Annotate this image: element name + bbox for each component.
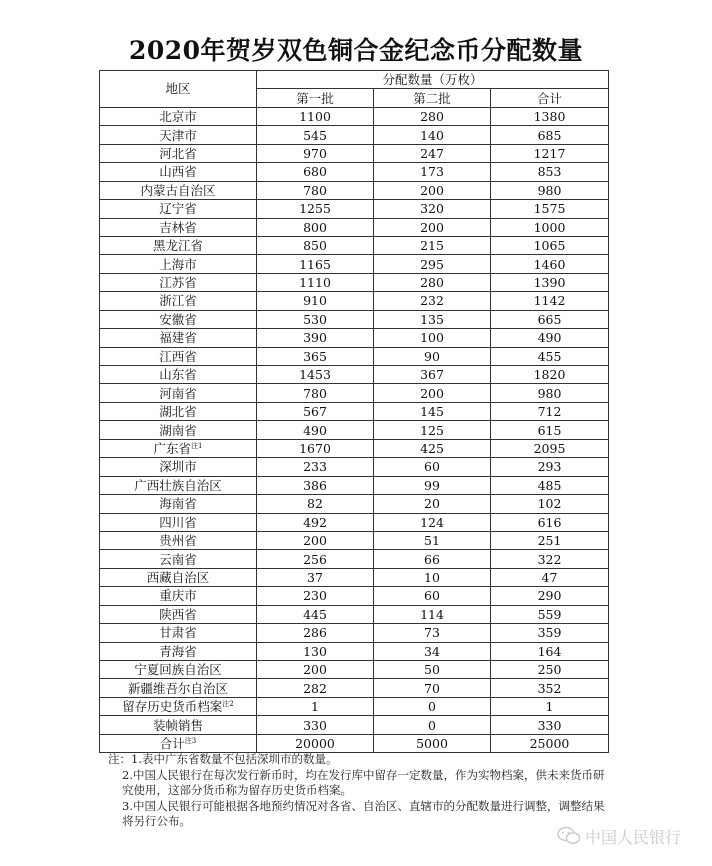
region-name: 四川省 bbox=[159, 514, 197, 530]
region-name: 陕西省 bbox=[159, 606, 197, 622]
total-cell: 665 bbox=[491, 310, 609, 328]
table-row bbox=[100, 163, 609, 181]
total-cell: 250 bbox=[491, 661, 609, 679]
batch2-cell: 0 bbox=[374, 697, 491, 715]
region-name: 装帧销售 bbox=[152, 717, 203, 733]
total-cell: 25000 bbox=[491, 734, 609, 752]
header-allocation: 分配数量（万枚） bbox=[257, 71, 609, 89]
wechat-icon bbox=[557, 826, 581, 846]
region-name: 河南省 bbox=[159, 385, 197, 401]
total-cell: 164 bbox=[491, 642, 609, 660]
table-row bbox=[100, 310, 609, 328]
total-cell: 1820 bbox=[491, 366, 609, 384]
region-name: 山东省 bbox=[159, 367, 197, 383]
batch2-cell: 20 bbox=[374, 495, 491, 513]
batch1-cell: 567 bbox=[257, 402, 374, 420]
region-cell bbox=[100, 200, 257, 218]
batch2-cell: 200 bbox=[374, 384, 491, 402]
region-cell bbox=[100, 550, 257, 568]
header-region: 地区 bbox=[100, 71, 257, 108]
footnote-3: 3.中国人民银行可能根据各地预约情况对各省、自治区、直辖市的分配数量进行调整，调整结果将另行公布。 bbox=[122, 798, 605, 828]
region-cell bbox=[100, 642, 257, 660]
allocation-table bbox=[99, 70, 609, 753]
region-cell bbox=[100, 587, 257, 605]
total-cell: 1217 bbox=[491, 144, 609, 162]
table-row bbox=[100, 568, 609, 586]
table-row bbox=[100, 144, 609, 162]
batch1-cell: 390 bbox=[257, 329, 374, 347]
batch2-cell: 280 bbox=[374, 273, 491, 291]
region-cell bbox=[100, 568, 257, 586]
footnote-marker: 注2 bbox=[222, 699, 234, 708]
table-row bbox=[100, 476, 609, 494]
region-cell bbox=[100, 605, 257, 623]
region-cell bbox=[100, 476, 257, 494]
region-name: 河北省 bbox=[159, 145, 197, 161]
table-row bbox=[100, 716, 609, 734]
region-cell bbox=[100, 366, 257, 384]
batch2-cell: 51 bbox=[374, 531, 491, 549]
region-cell bbox=[100, 273, 257, 291]
table-row bbox=[100, 329, 609, 347]
footnote-1: 注：1.表中广东省数量不包括深圳市的数量。 bbox=[108, 752, 338, 766]
table-row bbox=[100, 347, 609, 365]
header-total: 合计 bbox=[491, 89, 609, 107]
batch2-cell: 135 bbox=[374, 310, 491, 328]
total-cell: 615 bbox=[491, 421, 609, 439]
table-row bbox=[100, 292, 609, 310]
region-name: 合计 bbox=[159, 735, 185, 751]
batch2-cell: 320 bbox=[374, 200, 491, 218]
region-name: 甘肃省 bbox=[159, 625, 197, 641]
batch1-cell: 445 bbox=[257, 605, 374, 623]
total-cell: 853 bbox=[491, 163, 609, 181]
table-row bbox=[100, 458, 609, 476]
region-name: 湖南省 bbox=[159, 422, 197, 438]
table-row bbox=[100, 384, 609, 402]
batch1-cell: 1100 bbox=[257, 107, 374, 125]
region-cell bbox=[100, 624, 257, 642]
total-cell: 559 bbox=[491, 605, 609, 623]
total-cell: 980 bbox=[491, 384, 609, 402]
batch2-cell: 425 bbox=[374, 439, 491, 457]
header-batch1: 第一批 bbox=[257, 89, 374, 107]
batch1-cell: 256 bbox=[257, 550, 374, 568]
watermark-text: 中国人民银行 bbox=[585, 827, 682, 847]
region-name: 青海省 bbox=[159, 643, 197, 659]
total-cell: 1390 bbox=[491, 273, 609, 291]
region-name: 西藏自治区 bbox=[146, 570, 210, 586]
batch2-cell: 100 bbox=[374, 329, 491, 347]
batch2-cell: 66 bbox=[374, 550, 491, 568]
batch1-cell: 37 bbox=[257, 568, 374, 586]
batch2-cell: 0 bbox=[374, 716, 491, 734]
batch1-cell: 365 bbox=[257, 347, 374, 365]
region-name: 留存历史货币档案 bbox=[122, 699, 223, 715]
table-row bbox=[100, 218, 609, 236]
region-name: 安徽省 bbox=[159, 311, 197, 327]
batch1-cell: 1670 bbox=[257, 439, 374, 457]
table-row bbox=[100, 642, 609, 660]
batch2-cell: 10 bbox=[374, 568, 491, 586]
region-cell bbox=[100, 458, 257, 476]
table-row bbox=[100, 273, 609, 291]
batch1-cell: 545 bbox=[257, 126, 374, 144]
batch1-cell: 1 bbox=[257, 697, 374, 715]
batch1-cell: 780 bbox=[257, 384, 374, 402]
total-cell: 352 bbox=[491, 679, 609, 697]
watermark bbox=[557, 825, 681, 847]
total-cell: 293 bbox=[491, 458, 609, 476]
total-cell: 102 bbox=[491, 495, 609, 513]
region-cell bbox=[100, 734, 257, 752]
batch1-cell: 910 bbox=[257, 292, 374, 310]
total-cell: 322 bbox=[491, 550, 609, 568]
region-cell bbox=[100, 236, 257, 254]
region-name: 重庆市 bbox=[159, 588, 197, 604]
footnote-2: 2.中国人民银行在每次发行新币时，均在发行库中留存一定数量，作为实物档案，供未来货币研究使用，这部分货币称为留存历史货币档案。 bbox=[122, 767, 605, 797]
table-row bbox=[100, 679, 609, 697]
region-name: 福建省 bbox=[159, 330, 197, 346]
page-title: 2020年贺岁双色铜合金纪念币分配数量 bbox=[128, 36, 584, 65]
batch2-cell: 200 bbox=[374, 218, 491, 236]
table-row bbox=[100, 255, 609, 273]
region-cell bbox=[100, 439, 257, 457]
total-cell: 1142 bbox=[491, 292, 609, 310]
region-cell bbox=[100, 218, 257, 236]
batch1-cell: 1110 bbox=[257, 273, 374, 291]
region-name: 天津市 bbox=[159, 127, 197, 143]
total-cell: 290 bbox=[491, 587, 609, 605]
total-cell: 1065 bbox=[491, 236, 609, 254]
region-name: 上海市 bbox=[159, 256, 197, 272]
batch1-cell: 1165 bbox=[257, 255, 374, 273]
total-cell: 616 bbox=[491, 513, 609, 531]
batch2-cell: 124 bbox=[374, 513, 491, 531]
batch1-cell: 20000 bbox=[257, 734, 374, 752]
batch2-cell: 70 bbox=[374, 679, 491, 697]
batch1-cell: 780 bbox=[257, 181, 374, 199]
table-row bbox=[100, 661, 609, 679]
total-cell: 251 bbox=[491, 531, 609, 549]
batch2-cell: 60 bbox=[374, 587, 491, 605]
table-row bbox=[100, 421, 609, 439]
table-row bbox=[100, 366, 609, 384]
footnotes bbox=[108, 752, 608, 830]
batch2-cell: 200 bbox=[374, 181, 491, 199]
batch1-cell: 530 bbox=[257, 310, 374, 328]
total-cell: 490 bbox=[491, 329, 609, 347]
batch1-cell: 970 bbox=[257, 144, 374, 162]
region-cell bbox=[100, 126, 257, 144]
region-name: 宁夏回族自治区 bbox=[134, 662, 222, 678]
total-cell: 1000 bbox=[491, 218, 609, 236]
table-row bbox=[100, 236, 609, 254]
region-cell bbox=[100, 329, 257, 347]
region-name: 江苏省 bbox=[159, 275, 197, 291]
batch1-cell: 233 bbox=[257, 458, 374, 476]
region-cell bbox=[100, 513, 257, 531]
region-cell bbox=[100, 716, 257, 734]
total-cell: 330 bbox=[491, 716, 609, 734]
total-cell: 485 bbox=[491, 476, 609, 494]
batch1-cell: 200 bbox=[257, 661, 374, 679]
table-row bbox=[100, 531, 609, 549]
region-cell bbox=[100, 402, 257, 420]
batch1-cell: 330 bbox=[257, 716, 374, 734]
batch2-cell: 295 bbox=[374, 255, 491, 273]
region-cell bbox=[100, 384, 257, 402]
region-cell bbox=[100, 107, 257, 125]
batch1-cell: 286 bbox=[257, 624, 374, 642]
region-name: 云南省 bbox=[159, 551, 197, 567]
region-name: 湖北省 bbox=[159, 404, 197, 420]
batch1-cell: 130 bbox=[257, 642, 374, 660]
batch1-cell: 492 bbox=[257, 513, 374, 531]
table-row bbox=[100, 495, 609, 513]
table-row bbox=[100, 605, 609, 623]
batch2-cell: 34 bbox=[374, 642, 491, 660]
batch2-cell: 60 bbox=[374, 458, 491, 476]
batch2-cell: 73 bbox=[374, 624, 491, 642]
total-cell: 1 bbox=[491, 697, 609, 715]
batch1-cell: 200 bbox=[257, 531, 374, 549]
total-cell: 47 bbox=[491, 568, 609, 586]
region-name: 新疆维吾尔自治区 bbox=[127, 680, 228, 696]
region-name: 深圳市 bbox=[159, 459, 197, 475]
batch2-cell: 99 bbox=[374, 476, 491, 494]
batch2-cell: 90 bbox=[374, 347, 491, 365]
region-cell bbox=[100, 163, 257, 181]
footnote-marker: 注1 bbox=[191, 441, 203, 450]
batch1-cell: 1255 bbox=[257, 200, 374, 218]
region-cell bbox=[100, 531, 257, 549]
table-row bbox=[100, 200, 609, 218]
batch2-cell: 367 bbox=[374, 366, 491, 384]
batch1-cell: 680 bbox=[257, 163, 374, 181]
batch1-cell: 490 bbox=[257, 421, 374, 439]
region-cell bbox=[100, 347, 257, 365]
region-name: 贵州省 bbox=[159, 533, 197, 549]
table-row bbox=[100, 513, 609, 531]
batch2-cell: 140 bbox=[374, 126, 491, 144]
table-row bbox=[100, 550, 609, 568]
total-cell: 1460 bbox=[491, 255, 609, 273]
table-row bbox=[100, 624, 609, 642]
batch2-cell: 280 bbox=[374, 107, 491, 125]
total-cell: 685 bbox=[491, 126, 609, 144]
region-name: 广东省 bbox=[153, 440, 192, 456]
batch1-cell: 386 bbox=[257, 476, 374, 494]
header-batch2: 第二批 bbox=[374, 89, 491, 107]
region-cell bbox=[100, 661, 257, 679]
batch2-cell: 215 bbox=[374, 236, 491, 254]
region-name: 辽宁省 bbox=[159, 201, 197, 217]
region-name: 山西省 bbox=[159, 164, 197, 180]
footnote-marker: 注3 bbox=[184, 736, 197, 745]
batch1-cell: 230 bbox=[257, 587, 374, 605]
region-cell bbox=[100, 421, 257, 439]
table-row bbox=[100, 587, 609, 605]
table-row bbox=[100, 181, 609, 199]
table-row bbox=[100, 439, 609, 457]
batch2-cell: 5000 bbox=[374, 734, 491, 752]
batch1-cell: 282 bbox=[257, 679, 374, 697]
batch1-cell: 850 bbox=[257, 236, 374, 254]
region-cell bbox=[100, 697, 257, 715]
batch2-cell: 125 bbox=[374, 421, 491, 439]
region-cell bbox=[100, 292, 257, 310]
batch1-cell: 800 bbox=[257, 218, 374, 236]
region-cell bbox=[100, 255, 257, 273]
total-cell: 1575 bbox=[491, 200, 609, 218]
table-row bbox=[100, 107, 609, 125]
table-row bbox=[100, 734, 609, 752]
total-cell: 455 bbox=[491, 347, 609, 365]
region-cell bbox=[100, 144, 257, 162]
batch1-cell: 82 bbox=[257, 495, 374, 513]
batch2-cell: 50 bbox=[374, 661, 491, 679]
region-cell bbox=[100, 679, 257, 697]
total-cell: 980 bbox=[491, 181, 609, 199]
region-cell bbox=[100, 181, 257, 199]
batch2-cell: 247 bbox=[374, 144, 491, 162]
region-name: 北京市 bbox=[159, 109, 197, 125]
table-row bbox=[100, 126, 609, 144]
region-name: 海南省 bbox=[159, 496, 197, 512]
table-row bbox=[100, 402, 609, 420]
batch2-cell: 232 bbox=[374, 292, 491, 310]
region-name: 吉林省 bbox=[159, 219, 197, 235]
total-cell: 712 bbox=[491, 402, 609, 420]
batch2-cell: 173 bbox=[374, 163, 491, 181]
region-name: 江西省 bbox=[159, 348, 197, 364]
batch2-cell: 145 bbox=[374, 402, 491, 420]
region-name: 浙江省 bbox=[159, 293, 197, 309]
region-name: 内蒙古自治区 bbox=[140, 182, 216, 198]
region-cell bbox=[100, 495, 257, 513]
total-cell: 359 bbox=[491, 624, 609, 642]
region-name: 广西壮族自治区 bbox=[134, 477, 222, 493]
total-cell: 1380 bbox=[491, 107, 609, 125]
total-cell: 2095 bbox=[491, 439, 609, 457]
batch1-cell: 1453 bbox=[257, 366, 374, 384]
table-row bbox=[100, 697, 609, 715]
region-name: 黑龙江省 bbox=[152, 238, 203, 254]
region-cell bbox=[100, 310, 257, 328]
batch2-cell: 114 bbox=[374, 605, 491, 623]
